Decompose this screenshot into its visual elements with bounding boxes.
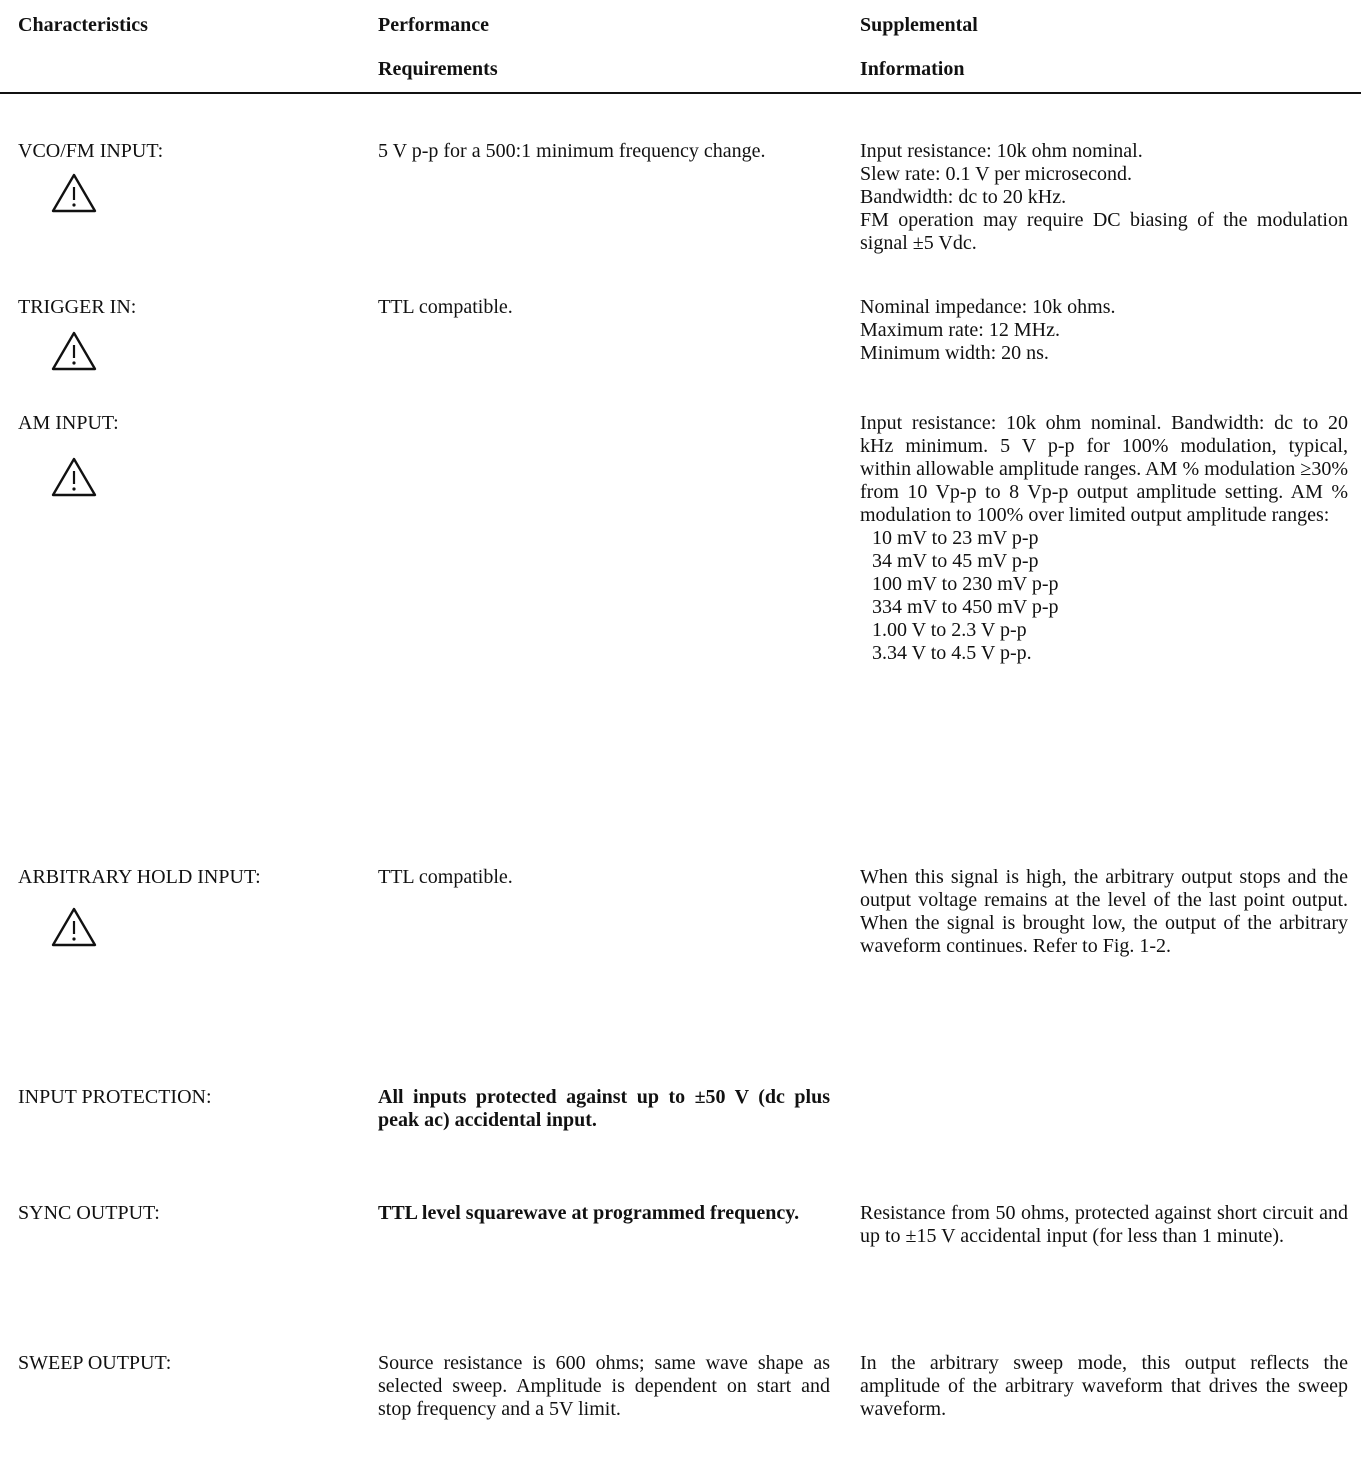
row-vco-fm-performance: 5 V p-p for a 500:1 minimum frequency change. — [378, 140, 766, 162]
warning-triangle-icon — [50, 172, 98, 214]
row-am-input-characteristic: AM INPUT: — [18, 412, 119, 434]
supplemental-line: Slew rate: 0.1 V per microsecond. — [860, 163, 1132, 185]
row-sweep-output-performance: Source resistance is 600 ohms; same wave shape as selected sweep. Amplitude is dependent on start and stop frequency and a 5V limit. — [378, 1352, 830, 1420]
supplemental-text: Input resistance: 10k ohm nominal. Bandwidth: dc to 20 kHz minimum. 5 V p-p for 100% modulation, typical, within allowable amplitude ranges. AM % modulation ≥30% from 10 Vp-p to 8 Vp-p output amplitude setting. AM % modulation to 100% over limited output amplitude ranges: — [860, 412, 1348, 526]
supplemental-line: Nominal impedance: 10k ohms. — [860, 296, 1116, 318]
row-sync-output-supplemental: Resistance from 50 ohms, protected against short circuit and up to ±15 V accidental input (for less than 1 minute). — [860, 1202, 1348, 1247]
supplemental-line: Maximum rate: 12 MHz. — [860, 319, 1060, 341]
row-input-protection-characteristic: INPUT PROTECTION: — [18, 1086, 212, 1108]
header-rule — [0, 92, 1361, 94]
supplemental-line: Input resistance: 10k ohm nominal. — [860, 140, 1143, 162]
range-item: 100 mV to 230 mV p-p — [872, 573, 1059, 595]
row-sweep-output-supplemental: In the arbitrary sweep mode, this output reflects the amplitude of the arbitrary waveform that drives the sweep waveform. — [860, 1352, 1348, 1420]
warning-triangle-icon — [50, 330, 98, 372]
row-vco-fm-supplemental — [860, 140, 1348, 255]
row-trigger-in-supplemental — [860, 296, 1348, 365]
supplemental-line: Minimum width: 20 ns. — [860, 342, 1049, 364]
header-characteristics: Characteristics — [18, 14, 148, 36]
range-item: 3.34 V to 4.5 V p-p. — [872, 642, 1032, 664]
row-trigger-in-performance: TTL compatible. — [378, 296, 513, 318]
header-requirements: Requirements — [378, 58, 498, 80]
row-trigger-in-characteristic: TRIGGER IN: — [18, 296, 137, 318]
warning-triangle-icon — [50, 906, 98, 948]
row-arbitrary-hold-supplemental: When this signal is high, the arbitrary output stops and the output voltage remains at the level of the last point output. When the signal is brought low, the output of the arbitrary waveform continues. Refer to Fig. 1-2. — [860, 866, 1348, 957]
row-sweep-output-characteristic: SWEEP OUTPUT: — [18, 1352, 172, 1374]
row-arbitrary-hold-characteristic: ARBITRARY HOLD INPUT: — [18, 866, 261, 888]
row-sync-output-characteristic: SYNC OUTPUT: — [18, 1202, 160, 1224]
warning-triangle-icon — [50, 456, 98, 498]
header-information: Information — [860, 58, 965, 80]
row-input-protection-performance: All inputs protected against up to ±50 V (dc plus peak ac) accidental input. — [378, 1086, 830, 1131]
row-am-input-supplemental — [860, 412, 1348, 665]
supplemental-line: Bandwidth: dc to 20 kHz. — [860, 186, 1067, 208]
row-vco-fm-characteristic: VCO/FM INPUT: — [18, 140, 164, 162]
range-item: 34 mV to 45 mV p-p — [872, 550, 1039, 572]
row-sync-output-performance: TTL level squarewave at programmed frequency. — [378, 1202, 800, 1224]
header-supplemental: Supplemental — [860, 14, 978, 36]
range-item: 1.00 V to 2.3 V p-p — [872, 619, 1027, 641]
row-arbitrary-hold-performance: TTL compatible. — [378, 866, 513, 888]
header-performance: Performance — [378, 14, 490, 36]
supplemental-line: FM operation may require DC biasing of the modulation signal ±5 Vdc. — [860, 209, 1348, 254]
range-item: 334 mV to 450 mV p-p — [872, 596, 1059, 618]
range-item: 10 mV to 23 mV p-p — [872, 527, 1039, 549]
